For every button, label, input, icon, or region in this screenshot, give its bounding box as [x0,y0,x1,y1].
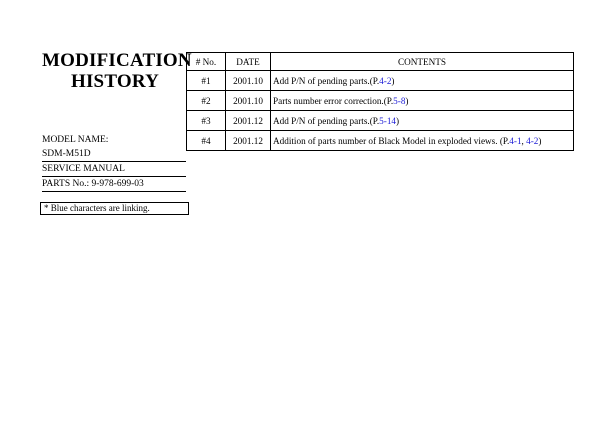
contents-text: Addition of parts number of Black Model in exploded views. (P. [273,135,510,146]
row-date: 2001.10 [226,91,271,111]
contents-suffix: ) [391,75,395,86]
row-number: #4 [187,131,226,151]
parts-number: PARTS No.: 9-978-699-03 [42,177,186,192]
title-line-1: MODIFICATION [42,50,192,71]
header-date: DATE [226,53,271,71]
model-info [42,133,186,192]
title-block [42,50,192,92]
title-line-2: HISTORY [70,71,160,92]
table-row [187,91,574,111]
row-contents [271,91,574,111]
row-date: 2001.10 [226,71,271,91]
page-link[interactable]: 4-2 [526,135,539,146]
row-date: 2001.12 [226,111,271,131]
row-number: #2 [187,91,226,111]
page-link[interactable]: 5-8 [393,95,406,106]
page-link[interactable]: 4-2 [379,75,392,86]
page-title [42,50,192,92]
contents-suffix: ) [538,135,542,146]
header-contents: CONTENTS [271,53,574,71]
contents-suffix: ) [405,95,409,106]
row-contents [271,71,574,91]
manual-type: SERVICE MANUAL [42,162,186,177]
row-contents [271,131,574,151]
page-link[interactable]: 4-1 [509,135,522,146]
model-name: SDM-M51D [42,147,186,162]
page-link[interactable]: 5-14 [379,115,397,126]
table-row [187,111,574,131]
table-row [187,71,574,91]
link-note: * Blue characters are linking. [40,202,189,215]
model-name-label: MODEL NAME: [42,135,109,145]
table-body [187,71,574,151]
link-separator: , [521,135,527,146]
header-no: # No. [187,53,226,71]
row-contents [271,111,574,131]
row-date: 2001.12 [226,131,271,151]
modification-table [186,52,574,151]
contents-text: Parts number error correction.(P. [273,95,394,106]
contents-suffix: ) [396,115,400,126]
table-row [187,131,574,151]
row-number: #3 [187,111,226,131]
contents-text: Add P/N of pending parts.(P. [273,75,380,86]
contents-text: Add P/N of pending parts.(P. [273,115,380,126]
row-number: #1 [187,71,226,91]
table-header-row [187,53,574,71]
